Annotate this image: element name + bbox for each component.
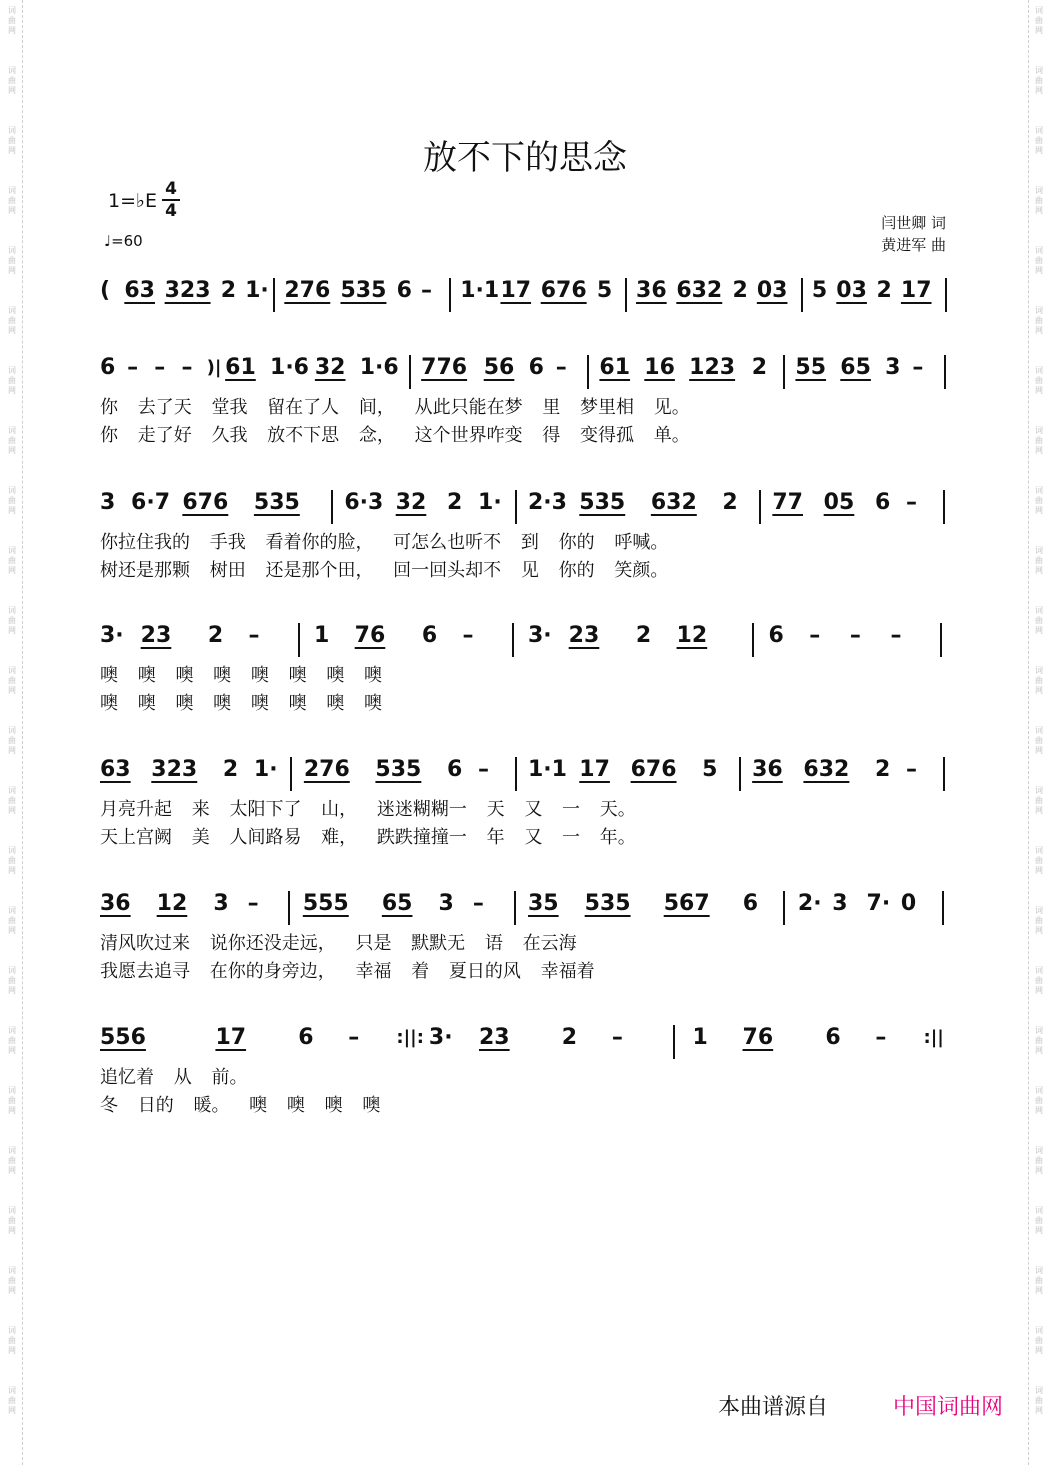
watermark-text: 词曲网 xyxy=(1035,486,1043,515)
note-group: 56 xyxy=(483,355,515,380)
note-group: 1·1 xyxy=(460,278,500,303)
barline xyxy=(515,490,517,524)
note-group: – xyxy=(906,490,918,515)
note-group: 1· xyxy=(245,278,269,303)
watermark-text: 词曲网 xyxy=(1035,366,1043,395)
watermark-text: 词曲网 xyxy=(8,1266,16,1295)
barline xyxy=(752,623,754,657)
barline xyxy=(512,623,514,657)
note-group: 676 xyxy=(182,490,229,515)
note-group: – xyxy=(555,355,567,380)
watermark-text: 词曲网 xyxy=(8,966,16,995)
repeat-sign: )| xyxy=(206,357,222,378)
note-group: 3· xyxy=(428,1025,453,1050)
note-group: 276 xyxy=(284,278,331,303)
note-group: 1· xyxy=(253,757,278,782)
lyric-line: 天上宫阙 美 人间路易 难， 跌跌撞撞一 年 又 一 年。 xyxy=(100,827,636,848)
note-group: 1· xyxy=(478,490,502,515)
note-group: – xyxy=(348,1025,360,1050)
left-page-border xyxy=(22,0,41,1465)
note-group: – xyxy=(462,623,474,648)
barline xyxy=(298,623,300,657)
note-group: 2 xyxy=(220,278,237,303)
note-group: – xyxy=(875,1025,887,1050)
note-group: 535 xyxy=(584,891,631,916)
watermark-text: 词曲网 xyxy=(1035,426,1043,455)
note-group: – xyxy=(890,623,902,648)
note-group: 676 xyxy=(540,278,587,303)
watermark-text: 词曲网 xyxy=(1035,126,1043,155)
watermark-text: 词曲网 xyxy=(1035,1206,1043,1235)
note-group: 61 xyxy=(225,355,256,380)
watermark-text: 词曲网 xyxy=(8,546,16,575)
note-group: 535 xyxy=(253,490,300,515)
note-group: 6·3 xyxy=(344,490,384,515)
note-group: 17 xyxy=(215,1025,247,1050)
note-group: 12 xyxy=(156,891,188,916)
barline xyxy=(587,355,589,389)
note-group: 16 xyxy=(644,355,675,380)
lyric-line: 月亮升起 来 太阳下了 山， 迷迷糊糊一 天 又 一 天。 xyxy=(100,799,636,820)
tempo-marking: ♩=60 xyxy=(104,232,143,250)
note-group: 3 xyxy=(438,891,454,916)
watermark-text: 词曲网 xyxy=(8,366,16,395)
watermark-text: 词曲网 xyxy=(1035,666,1043,695)
note-group: 63 xyxy=(100,757,131,782)
barline xyxy=(944,355,946,389)
note-group: 632 xyxy=(803,757,850,782)
note-group: – xyxy=(472,891,484,916)
note-group: 323 xyxy=(151,757,198,782)
note-group: 567 xyxy=(663,891,710,916)
watermark-text: 词曲网 xyxy=(1035,6,1043,35)
watermark-text: 词曲网 xyxy=(8,1386,16,1415)
barline xyxy=(801,278,803,312)
barline xyxy=(943,490,945,524)
note-group: 6·7 xyxy=(131,490,171,515)
note-group: 1·6 xyxy=(359,355,399,380)
barline xyxy=(943,757,945,791)
barline xyxy=(290,757,292,791)
note-group: ( xyxy=(100,278,111,303)
note-group: 3 xyxy=(100,490,116,515)
note-group: – xyxy=(154,355,166,380)
note-group: – xyxy=(181,355,193,380)
note-group: 5 xyxy=(702,757,718,782)
note-group: – xyxy=(849,623,861,648)
note-group: 3 xyxy=(213,891,229,916)
note-group: 32 xyxy=(314,355,346,380)
watermark-text: 词曲网 xyxy=(1035,786,1043,815)
watermark-text: 词曲网 xyxy=(1035,1266,1043,1295)
time-signature xyxy=(162,180,180,220)
note-group: 05 xyxy=(823,490,855,515)
note-group: 632 xyxy=(676,278,723,303)
note-group: 2 xyxy=(207,623,224,648)
barline xyxy=(942,891,944,925)
watermark-text: 词曲网 xyxy=(8,666,16,695)
barline xyxy=(625,278,627,312)
note-group: 323 xyxy=(164,278,211,303)
watermark-text: 词曲网 xyxy=(8,846,16,875)
note-group: 6 xyxy=(825,1025,841,1050)
note-group: 276 xyxy=(303,757,350,782)
lyric-line: 树还是那颗 树田 还是那个田， 回一回头却不 见 你的 笑颜。 xyxy=(100,560,669,581)
note-group: 35 xyxy=(528,891,559,916)
note-group: 3 xyxy=(885,355,901,380)
note-group: 23 xyxy=(478,1025,510,1050)
watermark-text: 词曲网 xyxy=(1035,66,1043,95)
note-group: 12 xyxy=(676,623,708,648)
lyric-line: 清风吹过来 说你还没走远， 只是 默默无 语 在云海 xyxy=(100,933,577,954)
watermark-text: 词曲网 xyxy=(8,1206,16,1235)
watermark-text: 词曲网 xyxy=(8,606,16,635)
note-group: 23 xyxy=(140,623,172,648)
note-group: – xyxy=(906,757,918,782)
lyric-line: 追忆着 从 前。 xyxy=(100,1067,248,1088)
note-group: – xyxy=(912,355,924,380)
watermark-text: 词曲网 xyxy=(1035,1146,1043,1175)
barline xyxy=(449,278,451,312)
note-group: 76 xyxy=(742,1025,774,1050)
note-group: 3 xyxy=(832,891,848,916)
watermark-text: 词曲网 xyxy=(8,726,16,755)
note-group: 1 xyxy=(314,623,330,648)
barline xyxy=(673,1025,675,1059)
watermark-text: 词曲网 xyxy=(1035,1326,1043,1355)
note-group: 03 xyxy=(836,278,867,303)
note-group: 2 xyxy=(635,623,652,648)
lyric-line: 你拉住我的 手我 看着你的脸， 可怎么也听不 到 你的 呼喊。 xyxy=(100,532,669,553)
note-group: 23 xyxy=(568,623,600,648)
lyric-line: 冬 日的 暖。 噢 噢 噢 噢 xyxy=(100,1095,381,1116)
note-group: 6 xyxy=(528,355,544,380)
note-group: 632 xyxy=(650,490,697,515)
repeat-sign: :||: xyxy=(396,1027,424,1048)
note-group: 0 xyxy=(900,891,917,916)
note-group: 5 xyxy=(811,278,828,303)
note-group: 2 xyxy=(732,278,748,303)
note-group: 63 xyxy=(124,278,155,303)
watermark-text: 词曲网 xyxy=(8,126,16,155)
note-group: 17 xyxy=(579,757,610,782)
note-group: 76 xyxy=(354,623,386,648)
lyric-line: 你 去了天 堂我 留在了人 间， 从此只能在梦 里 梦里相 见。 xyxy=(100,397,690,418)
note-group: 1·6 xyxy=(270,355,309,380)
repeat-sign: :|| xyxy=(923,1027,944,1048)
watermark-text: 词曲网 xyxy=(8,426,16,455)
lyric-line: 噢 噢 噢 噢 噢 噢 噢 噢 xyxy=(100,693,383,714)
note-group: 535 xyxy=(375,757,422,782)
note-group: 535 xyxy=(340,278,387,303)
watermark-text: 词曲网 xyxy=(8,906,16,935)
note-group: 6 xyxy=(768,623,784,648)
barline xyxy=(783,355,785,389)
note-group: 36 xyxy=(752,757,783,782)
watermark-text: 词曲网 xyxy=(1035,726,1043,755)
lyric-line: 噢 噢 噢 噢 噢 噢 噢 噢 xyxy=(100,665,383,686)
note-group: – xyxy=(421,278,432,303)
watermark-text: 词曲网 xyxy=(8,1326,16,1355)
note-group: 555 xyxy=(302,891,349,916)
watermark-text: 词曲网 xyxy=(1035,966,1043,995)
watermark-text: 词曲网 xyxy=(8,306,16,335)
watermark-text: 词曲网 xyxy=(8,6,16,35)
watermark-text: 词曲网 xyxy=(8,486,16,515)
note-group: 1 xyxy=(692,1025,708,1050)
barline xyxy=(515,757,517,791)
note-group: 2 xyxy=(722,490,738,515)
note-group: 3· xyxy=(528,623,552,648)
barline xyxy=(273,278,275,312)
watermark-text: 词曲网 xyxy=(8,1086,16,1115)
note-group: 3· xyxy=(100,623,124,648)
lyricist-credit: 闫世卿 词 xyxy=(881,214,946,232)
note-group: 6 xyxy=(396,278,412,303)
note-group: 2 xyxy=(876,278,892,303)
barline xyxy=(940,623,942,657)
watermark-text: 词曲网 xyxy=(1035,1086,1043,1115)
watermark-text: 词曲网 xyxy=(8,186,16,215)
watermark-text: 词曲网 xyxy=(8,246,16,275)
note-group: 03 xyxy=(756,278,788,303)
barline xyxy=(739,757,741,791)
note-group: 36 xyxy=(636,278,667,303)
note-group: 17 xyxy=(900,278,932,303)
note-group: 6 xyxy=(421,623,438,648)
watermark-text: 词曲网 xyxy=(1035,1026,1043,1055)
watermark-text: 词曲网 xyxy=(1035,846,1043,875)
note-group: 676 xyxy=(630,757,677,782)
watermark-text: 词曲网 xyxy=(1035,246,1043,275)
note-group: 2 xyxy=(561,1025,578,1050)
time-signature-top: 4 xyxy=(165,179,177,199)
barline xyxy=(288,891,290,925)
note-group: 2 xyxy=(751,355,768,380)
watermark-text: 词曲网 xyxy=(1035,906,1043,935)
note-group: 61 xyxy=(599,355,631,380)
watermark-text: 词曲网 xyxy=(1035,546,1043,575)
note-group: 2 xyxy=(222,757,239,782)
watermark-text: 词曲网 xyxy=(1035,1386,1043,1415)
watermark-text: 词曲网 xyxy=(8,66,16,95)
note-group: 2 xyxy=(874,757,891,782)
note-group: – xyxy=(247,891,259,916)
lyric-line: 我愿去追寻 在你的身旁边， 幸福 着 夏日的风 幸福着 xyxy=(100,961,595,982)
note-group: 5 xyxy=(596,278,613,303)
note-group: 1·1 xyxy=(528,757,567,782)
watermark-text: 词曲网 xyxy=(1035,186,1043,215)
watermark-text: 词曲网 xyxy=(8,1146,16,1175)
lyric-line: 你 走了好 久我 放不下思 念， 这个世界咋变 得 变得孤 单。 xyxy=(100,425,690,446)
note-group: 2·3 xyxy=(528,490,567,515)
key-signature: 1=♭E xyxy=(108,190,157,212)
barline xyxy=(759,490,761,524)
note-group: 17 xyxy=(500,278,532,303)
note-group: 77 xyxy=(772,490,803,515)
note-group: 6 xyxy=(874,490,891,515)
note-group: 6 xyxy=(742,891,759,916)
note-group: 2 xyxy=(446,490,463,515)
note-group: – xyxy=(127,355,139,380)
song-title: 放不下的思念 xyxy=(423,138,627,178)
note-group: 6 xyxy=(446,757,463,782)
source-text: 本曲谱源自 xyxy=(718,1395,829,1420)
watermark-text: 词曲网 xyxy=(8,786,16,815)
note-group: 6 xyxy=(100,355,116,380)
note-group: – xyxy=(611,1025,623,1050)
composer-credit: 黄进军 曲 xyxy=(881,236,946,254)
note-group: 65 xyxy=(381,891,413,916)
note-group: – xyxy=(478,757,490,782)
watermark-text: 词曲网 xyxy=(1035,606,1043,635)
note-group: 776 xyxy=(421,355,468,380)
watermark-text: 词曲网 xyxy=(8,1026,16,1055)
note-group: 32 xyxy=(395,490,427,515)
note-group: – xyxy=(809,623,821,648)
note-group: 36 xyxy=(100,891,131,916)
barline xyxy=(331,490,333,524)
note-group: 7· xyxy=(866,891,891,916)
note-group: 65 xyxy=(840,355,871,380)
time-signature-bottom: 4 xyxy=(165,201,177,221)
note-group: – xyxy=(248,623,260,648)
note-group: 6 xyxy=(298,1025,314,1050)
barline xyxy=(514,891,516,925)
note-group: 55 xyxy=(795,355,827,380)
watermark-text: 词曲网 xyxy=(1035,306,1043,335)
note-group: 556 xyxy=(100,1025,146,1050)
barline xyxy=(409,355,411,389)
barline xyxy=(945,278,947,312)
note-group: 2· xyxy=(797,891,822,916)
note-group: 123 xyxy=(689,355,736,380)
site-name-link[interactable]: 中国词曲网 xyxy=(893,1395,1004,1420)
note-group: 535 xyxy=(579,490,626,515)
barline xyxy=(783,891,785,925)
